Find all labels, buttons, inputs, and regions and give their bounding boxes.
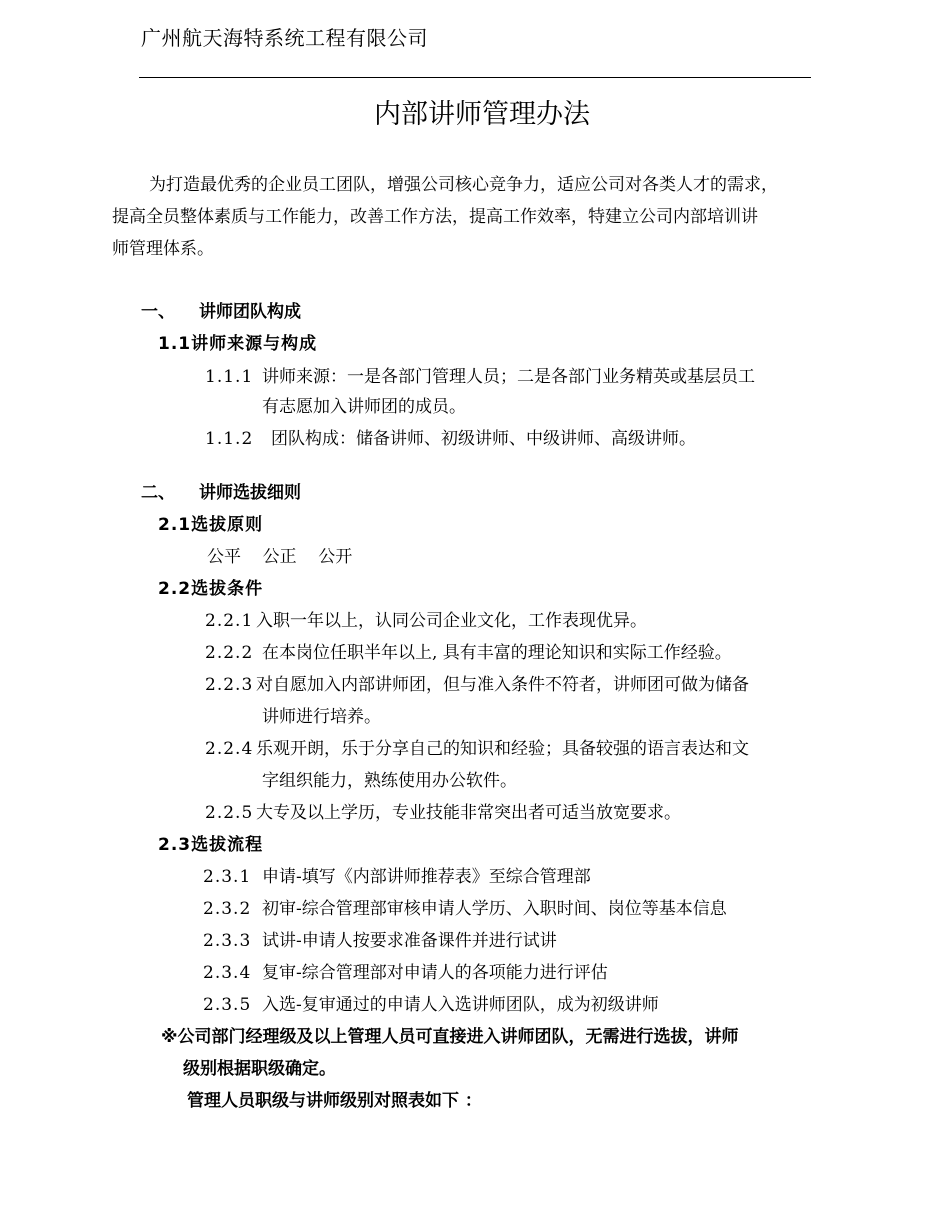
item-2-3-2-text: 初审-综合管理部审核申请人学历、入职时间、岗位等基本信息 bbox=[262, 899, 727, 919]
item-2-3-4-text: 复审-综合管理部对申请人的各项能力进行评估 bbox=[262, 963, 608, 983]
section-2-heading: 讲师选拔细则 bbox=[199, 483, 301, 503]
subsection-2-1-heading: 2.1选拔原则 bbox=[158, 515, 264, 535]
item-2-2-3-text: 对自愿加入内部讲师团，但与准入条件不符者，讲师团可做为储备 bbox=[256, 675, 749, 695]
item-2-2-3-number: 2.2.3 bbox=[205, 675, 254, 695]
section-1-number: 一、 bbox=[141, 302, 175, 322]
item-1-1-1-text: 讲师来源：一是各部门管理人员；二是各部门业务精英或基层员工 bbox=[262, 367, 755, 387]
item-2-3-2-number: 2.3.2 bbox=[203, 899, 252, 919]
comparison-table-intro: 管理人员职级与讲师级别对照表如下 ： bbox=[187, 1091, 482, 1111]
item-2-3-1-text: 申请-填写《内部讲师推荐表》至综合管理部 bbox=[262, 867, 591, 887]
item-1-1-1-text-cont: 有志愿加入讲师团的成员。 bbox=[262, 397, 466, 417]
item-2-2-2-number: 2.2.2 bbox=[205, 643, 254, 663]
item-2-3-4-number: 2.3.4 bbox=[203, 963, 252, 983]
subsection-2-3-heading: 2.3选拔流程 bbox=[158, 835, 264, 855]
note-line-1: ※公司部门经理级及以上管理人员可直接进入讲师团队，无需进行选拔，讲师 bbox=[161, 1027, 739, 1047]
company-name: 广州航天海特系统工程有限公司 bbox=[141, 26, 428, 50]
item-1-1-1-number: 1.1.1 bbox=[205, 367, 254, 387]
item-1-1-2-text: 团队构成：储备讲师、初级讲师、中级讲师、高级讲师。 bbox=[271, 429, 696, 449]
item-2-2-4-text: 乐观开朗，乐于分享自己的知识和经验；具备较强的语言表达和文 bbox=[256, 739, 749, 759]
selection-principles: 公平 公正 公开 bbox=[207, 547, 353, 567]
intro-line-1: 为打造最优秀的企业员工团队，增强公司核心竞争力，适应公司对各类人才的需求， bbox=[149, 175, 778, 195]
intro-line-2: 提高全员整体素质与工作能力，改善工作方法，提高工作效率，特建立公司内部培训讲 bbox=[112, 207, 758, 227]
intro-line-3: 师管理体系。 bbox=[112, 239, 214, 259]
item-2-2-1-text: 入职一年以上，认同公司企业文化，工作表现优异。 bbox=[256, 611, 647, 631]
subsection-1-1-heading: 1.1讲师来源与构成 bbox=[158, 334, 318, 354]
item-2-2-4-text-cont: 字组织能力，熟练使用办公软件。 bbox=[262, 771, 517, 791]
item-2-2-5-number: 2.2.5 bbox=[205, 803, 254, 823]
note-line-2: 级别根据职级确定。 bbox=[183, 1059, 336, 1079]
item-2-3-1-number: 2.3.1 bbox=[203, 867, 252, 887]
item-2-2-4-number: 2.2.4 bbox=[205, 739, 254, 759]
header-divider bbox=[139, 77, 811, 78]
item-2-3-5-number: 2.3.5 bbox=[203, 995, 252, 1015]
item-2-3-5-text: 入选-复审通过的申请人入选讲师团队，成为初级讲师 bbox=[262, 995, 659, 1015]
subsection-2-2-heading: 2.2选拔条件 bbox=[158, 579, 264, 599]
item-2-2-3-text-cont: 讲师进行培养。 bbox=[262, 707, 381, 727]
item-2-2-5-text: 大专及以上学历，专业技能非常突出者可适当放宽要求。 bbox=[256, 803, 681, 823]
section-1-heading: 讲师团队构成 bbox=[199, 302, 301, 322]
item-2-3-3-text: 试讲-申请人按要求准备课件并进行试讲 bbox=[262, 931, 557, 951]
document-title: 内部讲师管理办法 bbox=[374, 99, 590, 130]
item-2-3-3-number: 2.3.3 bbox=[203, 931, 252, 951]
item-1-1-2-number: 1.1.2 bbox=[205, 429, 254, 449]
section-2-number: 二、 bbox=[141, 483, 175, 503]
item-2-2-1-number: 2.2.1 bbox=[205, 611, 254, 631]
item-2-2-2-text: 在本岗位任职半年以上, 具有丰富的理论知识和实际工作经验。 bbox=[262, 643, 732, 663]
